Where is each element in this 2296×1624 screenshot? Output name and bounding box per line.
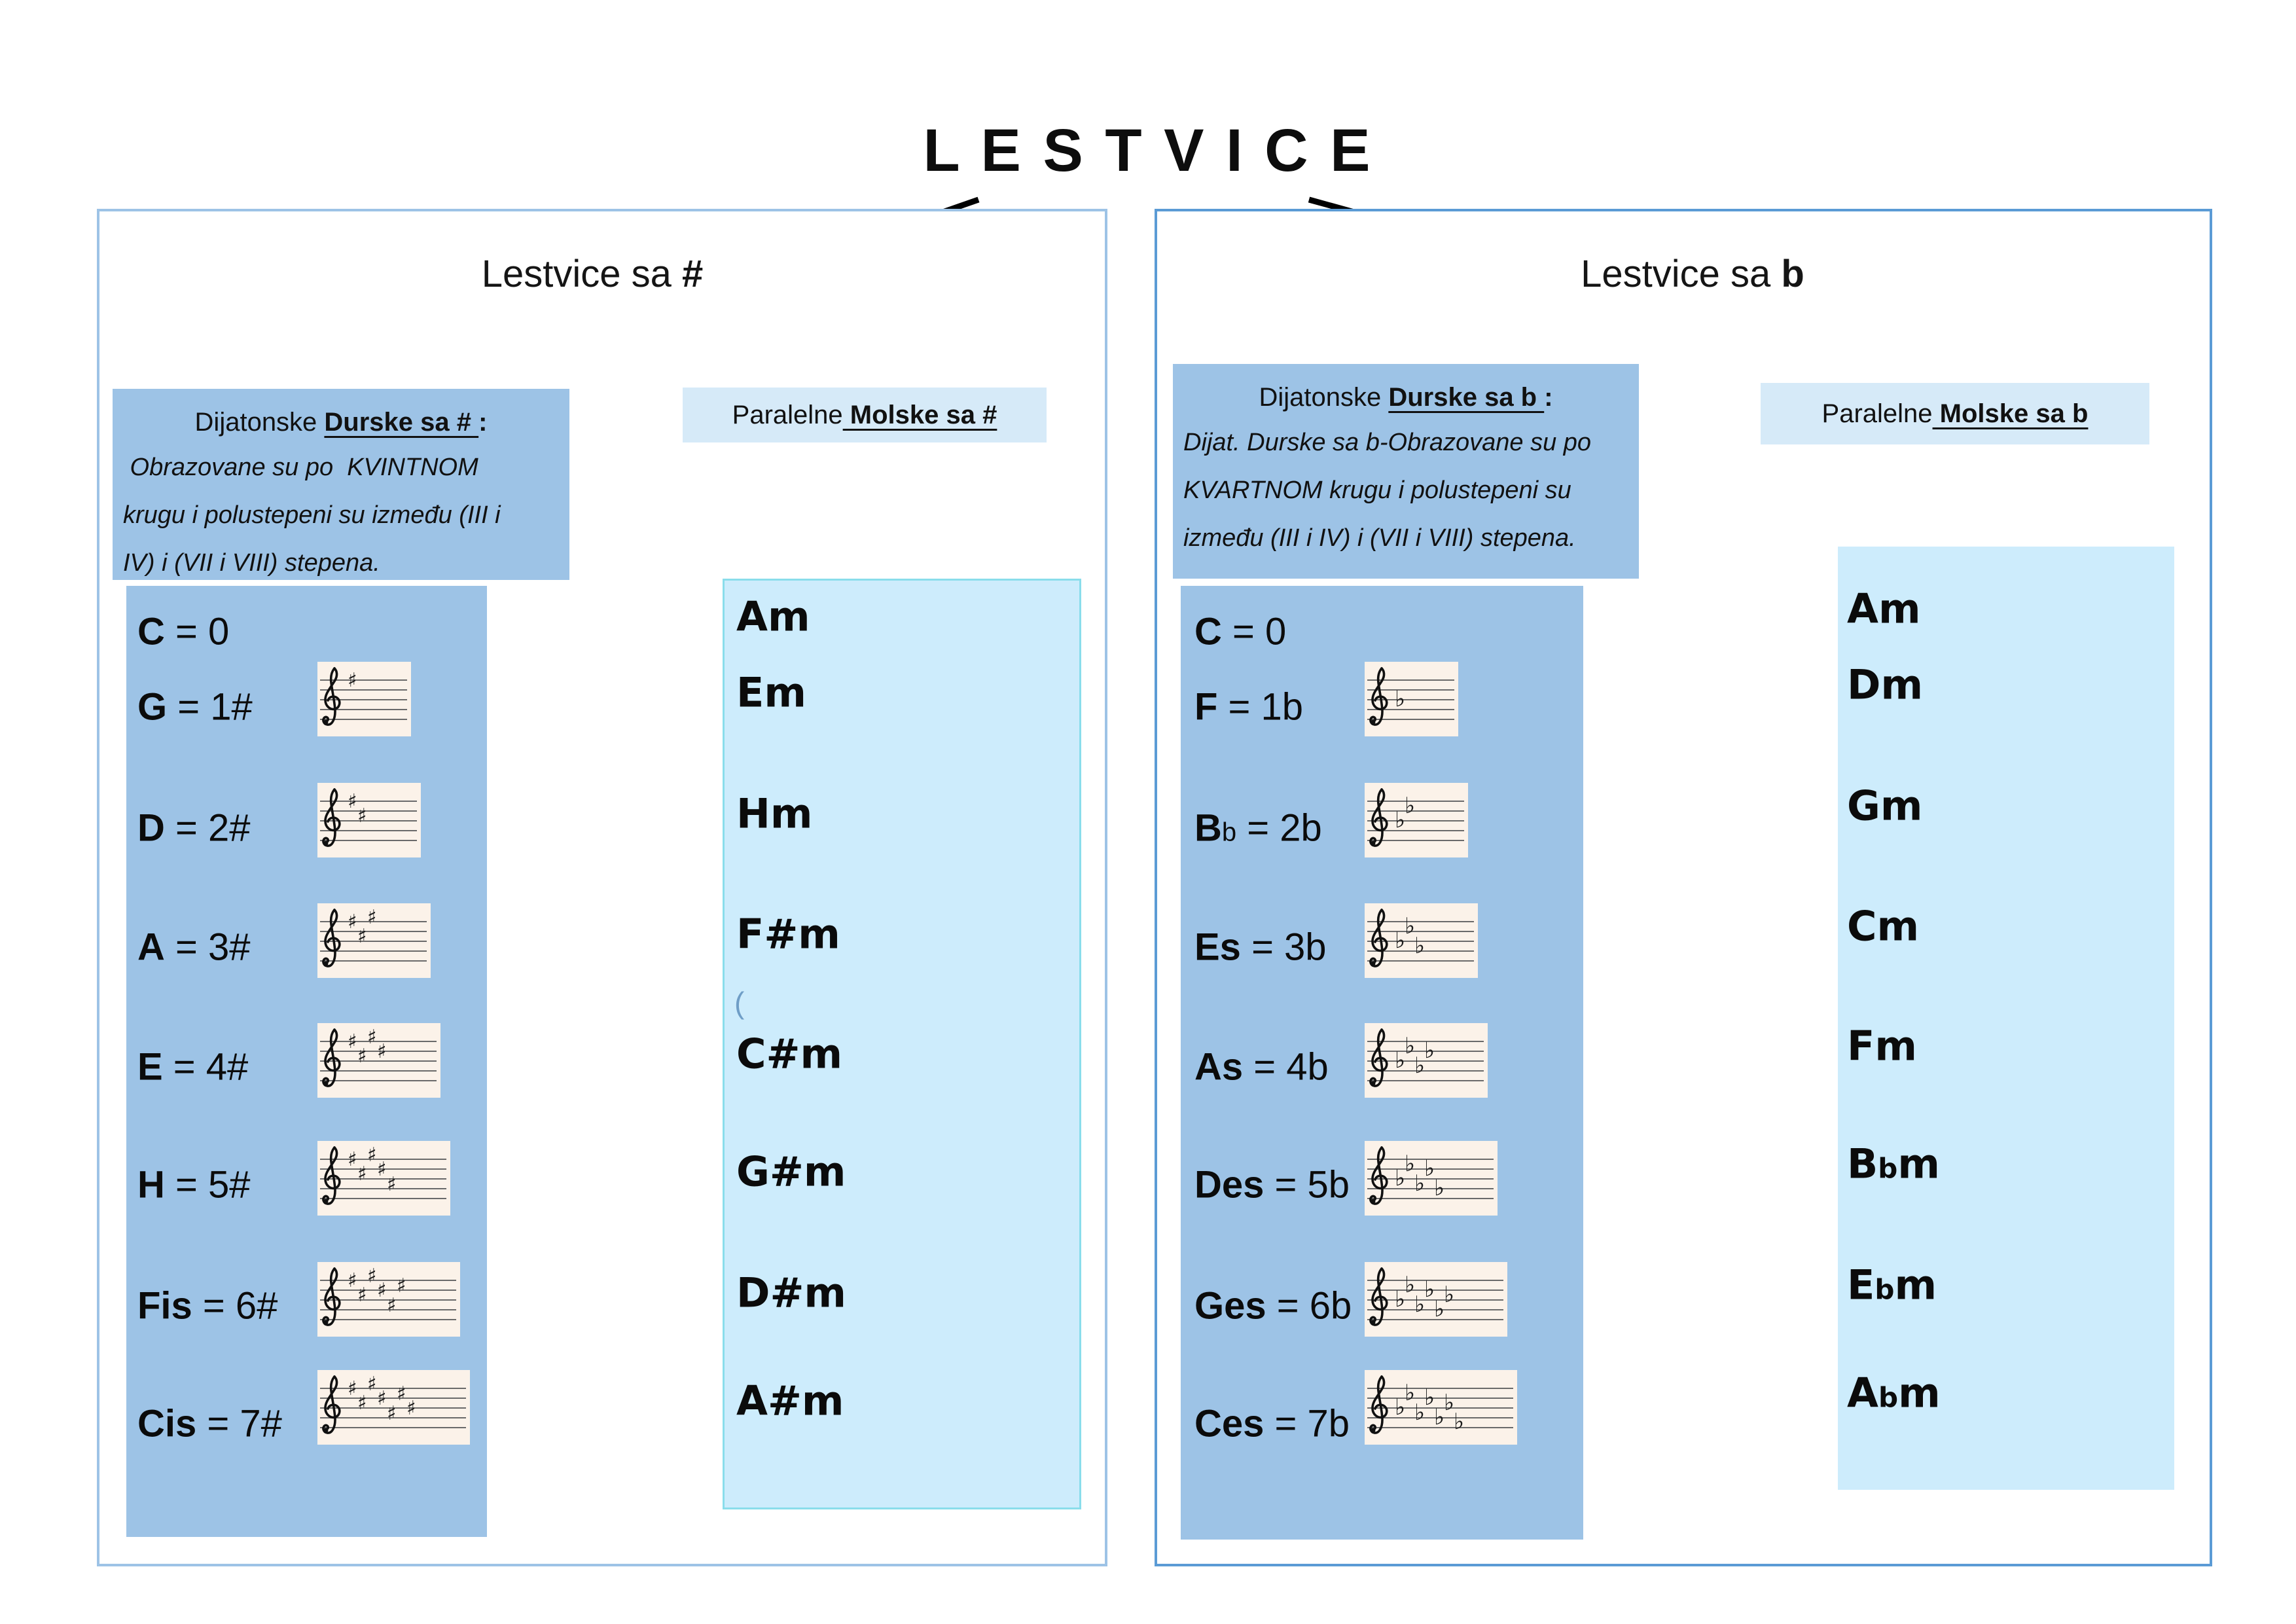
accidental-count-value: = 2# bbox=[164, 806, 251, 850]
svg-text:♯: ♯ bbox=[387, 1294, 397, 1317]
svg-text:♭: ♭ bbox=[1405, 1272, 1416, 1298]
parallel-label-normal: Paralelne bbox=[732, 401, 843, 429]
key-signature-staff-image bbox=[1365, 1023, 1488, 1098]
svg-text:♯: ♯ bbox=[348, 1377, 357, 1400]
major-scale-row-f bbox=[1194, 685, 1303, 729]
accidental-count-value: = 7# bbox=[196, 1402, 282, 1445]
info-title-bold: Durske sa # bbox=[324, 408, 479, 437]
accidental-count-value: = 4b bbox=[1243, 1045, 1329, 1089]
minor-flat-letter: b bbox=[1878, 1381, 1899, 1414]
svg-text:♯: ♯ bbox=[357, 1163, 367, 1185]
svg-text:♭: ♭ bbox=[1405, 1033, 1416, 1059]
major-key-name: A bbox=[137, 926, 165, 969]
svg-text:♯: ♯ bbox=[348, 790, 357, 813]
minor-scale-label bbox=[1847, 1022, 1917, 1070]
svg-text:♭: ♭ bbox=[1395, 1047, 1406, 1074]
accidental-count-value: = 3# bbox=[164, 926, 251, 969]
info-title-colon: : bbox=[1544, 383, 1553, 412]
accidental-count-value: = 0 bbox=[1221, 610, 1287, 653]
svg-text:♯: ♯ bbox=[387, 1402, 397, 1425]
accidental-count-value: = 5b bbox=[1264, 1163, 1350, 1206]
major-scale-row-g bbox=[137, 685, 253, 729]
svg-text:♯: ♯ bbox=[357, 925, 367, 948]
minor-name-part: Gm bbox=[1847, 782, 1923, 830]
sharp-header-symbol: # bbox=[682, 253, 704, 295]
major-scale-row-des bbox=[1194, 1163, 1350, 1207]
major-scale-row-as bbox=[1194, 1045, 1329, 1089]
key-signature-staff-image bbox=[1365, 662, 1458, 736]
parallel-label-bold: Molske sa b bbox=[1932, 399, 2089, 428]
major-key-name: B bbox=[1194, 806, 1222, 850]
svg-text:♯: ♯ bbox=[377, 1158, 387, 1181]
minor-name-part: B bbox=[1847, 1140, 1878, 1188]
key-signature-staff-image bbox=[317, 662, 411, 736]
key-signature-staff-image bbox=[317, 1141, 450, 1216]
parallel-label-normal: Paralelne bbox=[1821, 399, 1933, 428]
flat-header-symbol: b bbox=[1781, 253, 1804, 295]
key-signature-staff-image bbox=[1365, 903, 1478, 978]
svg-text:♯: ♯ bbox=[357, 1392, 367, 1415]
accidental-count-value: = 6b bbox=[1266, 1284, 1352, 1327]
svg-text:♯: ♯ bbox=[397, 1274, 406, 1297]
major-scale-row-ges bbox=[1194, 1284, 1352, 1328]
major-scale-row-c bbox=[1194, 610, 1286, 654]
minor-name-part: Am bbox=[1847, 585, 1921, 633]
minor-scale-label bbox=[736, 1030, 842, 1078]
info-body-line: Dijat. Durske sa b-Obrazovane su po bbox=[1183, 429, 1592, 456]
svg-text:♭: ♭ bbox=[1414, 1291, 1426, 1318]
major-key-name: E bbox=[137, 1045, 163, 1089]
flat-parallel-minor-label bbox=[1761, 383, 2149, 444]
minor-scale-label bbox=[1847, 1369, 1941, 1417]
minor-name-part: A bbox=[1847, 1369, 1878, 1417]
parallel-label-bold: Molske sa # bbox=[842, 401, 997, 429]
major-key-name: As bbox=[1194, 1045, 1244, 1089]
major-key-name: H bbox=[137, 1163, 165, 1206]
flat-major-info-box bbox=[1173, 364, 1639, 579]
svg-text:♭: ♭ bbox=[1395, 686, 1406, 712]
minor-scale-label bbox=[736, 1269, 846, 1317]
svg-text:♯: ♯ bbox=[348, 1269, 357, 1292]
minor-name-part: Hm bbox=[736, 789, 813, 838]
svg-text:♯: ♯ bbox=[377, 1387, 387, 1410]
flat-panel-header bbox=[1463, 252, 1922, 296]
sharp-major-info-title bbox=[113, 389, 569, 444]
svg-text:♭: ♭ bbox=[1454, 1409, 1465, 1435]
key-signature-staff-image bbox=[317, 903, 431, 978]
sharp-header-text: Lestvice sa bbox=[481, 253, 682, 295]
svg-text:♯: ♯ bbox=[367, 1144, 377, 1166]
key-signature-staff-image bbox=[1365, 1370, 1517, 1445]
key-signature-staff-image bbox=[1365, 783, 1468, 857]
accidental-count-value: = 7b bbox=[1264, 1402, 1350, 1445]
minor-name-part: m bbox=[1898, 1369, 1941, 1417]
major-key-name: Cis bbox=[137, 1402, 197, 1445]
major-key-name: Des bbox=[1194, 1163, 1265, 1206]
minor-scale-label bbox=[1847, 782, 1923, 830]
major-key-name: Ges bbox=[1194, 1284, 1266, 1327]
svg-text:♭: ♭ bbox=[1414, 933, 1426, 959]
major-key-name: Es bbox=[1194, 926, 1241, 969]
sharp-panel-header bbox=[363, 252, 821, 296]
page-title: L E S T V I C E bbox=[923, 117, 1373, 184]
major-key-name: G bbox=[137, 685, 168, 729]
svg-text:♭: ♭ bbox=[1434, 1175, 1445, 1201]
svg-text:♭: ♭ bbox=[1395, 1286, 1406, 1312]
key-signature-staff-image bbox=[317, 1262, 460, 1337]
major-scale-row-a bbox=[137, 926, 251, 969]
major-scale-row-es bbox=[1194, 926, 1327, 969]
svg-text:♭: ♭ bbox=[1405, 1380, 1416, 1406]
svg-text:♯: ♯ bbox=[367, 1265, 377, 1288]
svg-text:♭: ♭ bbox=[1424, 1384, 1435, 1411]
minor-name-part: F#m bbox=[736, 910, 840, 958]
svg-text:♭: ♭ bbox=[1414, 1399, 1426, 1426]
minor-scale-label bbox=[736, 593, 810, 641]
svg-text:♯: ♯ bbox=[367, 906, 377, 929]
major-scale-row-h bbox=[137, 1163, 251, 1207]
minor-name-part: E bbox=[1847, 1261, 1875, 1309]
accidental-count-value: = 5# bbox=[164, 1163, 251, 1206]
key-signature-staff-image bbox=[317, 1370, 470, 1445]
major-scale-row-c bbox=[137, 610, 229, 654]
accidental-count-value: = 0 bbox=[164, 610, 230, 653]
minor-name-part: m bbox=[1894, 1261, 1937, 1309]
major-key-name: C bbox=[1194, 610, 1222, 653]
major-key-name: D bbox=[137, 806, 165, 850]
svg-text:♯: ♯ bbox=[367, 1373, 377, 1396]
major-key-name: F bbox=[1194, 685, 1218, 729]
panel-flat-scales bbox=[1155, 209, 2212, 1566]
svg-text:♯: ♯ bbox=[387, 1173, 397, 1196]
accidental-count-value: = 6# bbox=[192, 1284, 278, 1327]
svg-text:♭: ♭ bbox=[1395, 807, 1406, 833]
minor-scale-label bbox=[1847, 903, 1919, 950]
svg-text:♭: ♭ bbox=[1414, 1053, 1426, 1079]
minor-scale-label bbox=[736, 790, 813, 838]
svg-text:♯: ♯ bbox=[348, 669, 357, 692]
minor-flat-letter: b bbox=[1874, 1273, 1895, 1306]
svg-text:♯: ♯ bbox=[367, 1026, 377, 1049]
svg-text:♯: ♯ bbox=[348, 1030, 357, 1053]
minor-scale-label bbox=[736, 669, 806, 717]
svg-text:♭: ♭ bbox=[1424, 1276, 1435, 1303]
info-body-line: krugu i polustepeni su između (III i bbox=[123, 501, 501, 529]
major-key-flat-suffix: b bbox=[1221, 818, 1237, 847]
minor-name-part: Em bbox=[736, 668, 806, 717]
svg-text:♯: ♯ bbox=[348, 911, 357, 933]
svg-text:♭: ♭ bbox=[1414, 1170, 1426, 1197]
svg-text:♯: ♯ bbox=[397, 1382, 406, 1405]
minor-name-part: A#m bbox=[736, 1377, 844, 1425]
svg-text:♭: ♭ bbox=[1444, 1282, 1455, 1308]
svg-text:♭: ♭ bbox=[1405, 1151, 1416, 1177]
accidental-count-value: = 4# bbox=[162, 1045, 249, 1089]
svg-text:♭: ♭ bbox=[1434, 1296, 1445, 1322]
svg-text:♯: ♯ bbox=[377, 1279, 387, 1302]
key-signature-staff-image bbox=[1365, 1141, 1498, 1216]
key-signature-staff-image bbox=[317, 1023, 440, 1098]
stray-paren-text: ( bbox=[734, 986, 745, 1020]
minor-scale-label bbox=[1847, 585, 1921, 633]
info-body-line: između (III i IV) i (VII i VIII) stepena. bbox=[1183, 524, 1576, 552]
info-body-line: Obrazovane su po KVINTNOM bbox=[123, 454, 478, 481]
minor-scale-label bbox=[1847, 661, 1923, 709]
accidental-count-value: = 1b bbox=[1217, 685, 1304, 729]
svg-text:♯: ♯ bbox=[377, 1040, 387, 1063]
major-scale-row-d bbox=[137, 806, 251, 850]
info-body-line: IV) i (VII i VIII) stepena. bbox=[123, 549, 380, 577]
major-scale-row-fis bbox=[137, 1284, 278, 1328]
major-scale-row-cis bbox=[137, 1402, 282, 1446]
flat-major-info-title bbox=[1173, 364, 1639, 419]
svg-text:♭: ♭ bbox=[1405, 913, 1416, 939]
accidental-count-value: = 1# bbox=[167, 685, 253, 729]
svg-text:♭: ♭ bbox=[1444, 1390, 1455, 1416]
minor-scale-label bbox=[736, 911, 840, 958]
minor-name-part: D#m bbox=[736, 1269, 847, 1317]
info-title-bold: Durske sa b bbox=[1388, 383, 1545, 412]
minor-name-part: Dm bbox=[1847, 660, 1924, 709]
minor-name-part: Am bbox=[736, 592, 810, 641]
major-scale-row-b bbox=[1194, 806, 1322, 850]
key-signature-staff-image bbox=[1365, 1262, 1507, 1337]
svg-text:♭: ♭ bbox=[1395, 928, 1406, 954]
svg-text:♯: ♯ bbox=[348, 1148, 357, 1171]
info-title-normal: Dijatonske bbox=[1259, 383, 1389, 412]
svg-text:♯: ♯ bbox=[357, 804, 367, 827]
major-key-name: C bbox=[137, 610, 165, 653]
minor-name-part: Fm bbox=[1847, 1022, 1917, 1070]
key-signature-staff-image bbox=[317, 783, 421, 857]
minor-name-part: m bbox=[1897, 1140, 1940, 1188]
minor-scale-label bbox=[736, 1148, 846, 1196]
svg-text:♭: ♭ bbox=[1424, 1038, 1435, 1064]
svg-text:♯: ♯ bbox=[406, 1397, 416, 1420]
minor-name-part: Cm bbox=[1847, 902, 1920, 950]
svg-text:♯: ♯ bbox=[357, 1284, 367, 1307]
minor-name-part: G#m bbox=[736, 1147, 846, 1196]
info-title-colon: : bbox=[478, 408, 488, 437]
accidental-count-value: = 2b bbox=[1236, 806, 1322, 850]
info-title-normal: Dijatonske bbox=[194, 408, 325, 437]
minor-scale-label bbox=[736, 1377, 844, 1425]
svg-text:♯: ♯ bbox=[357, 1045, 367, 1068]
minor-scale-label bbox=[1847, 1261, 1937, 1309]
minor-flat-letter: b bbox=[1878, 1152, 1898, 1185]
svg-text:♭: ♭ bbox=[1405, 793, 1416, 819]
major-scale-row-ces bbox=[1194, 1402, 1350, 1446]
accidental-count-value: = 3b bbox=[1240, 926, 1327, 969]
minor-name-part: C#m bbox=[736, 1030, 843, 1078]
panel-sharp-scales bbox=[97, 209, 1107, 1566]
major-scale-row-e bbox=[137, 1045, 248, 1089]
svg-text:♭: ♭ bbox=[1395, 1394, 1406, 1420]
svg-text:♭: ♭ bbox=[1434, 1404, 1445, 1430]
minor-scale-label bbox=[1847, 1140, 1940, 1188]
flat-header-text: Lestvice sa bbox=[1581, 253, 1782, 295]
sharp-parallel-minor-label bbox=[683, 388, 1047, 442]
major-key-name: Fis bbox=[137, 1284, 192, 1327]
svg-text:♭: ♭ bbox=[1395, 1165, 1406, 1191]
sharp-major-info-box bbox=[113, 389, 569, 580]
major-key-name: Ces bbox=[1194, 1402, 1265, 1445]
svg-text:♭: ♭ bbox=[1424, 1155, 1435, 1182]
info-body-line: KVARTNOM krugu i polustepeni su bbox=[1183, 477, 1571, 504]
